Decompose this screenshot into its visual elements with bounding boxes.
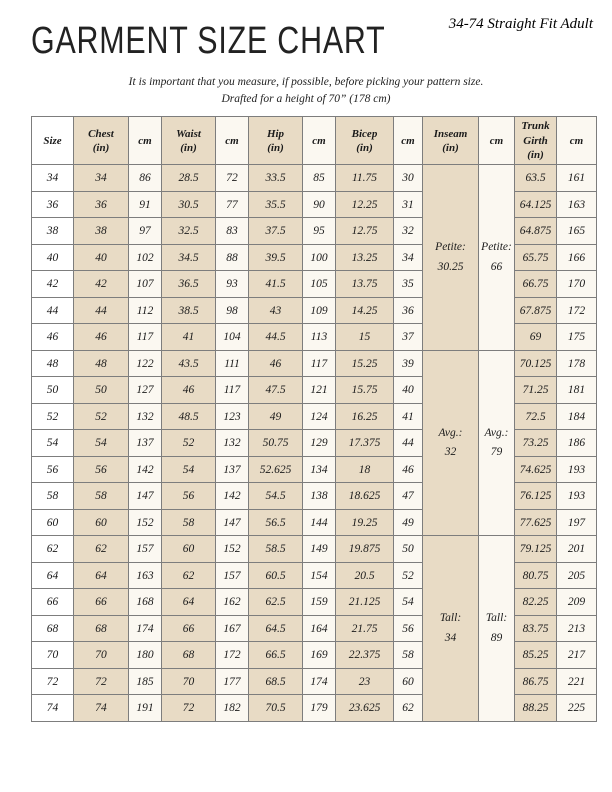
size-cell: 68	[32, 615, 74, 642]
measurement-cell: 70.5	[249, 695, 303, 722]
column-header-bicep: Bicep (in)	[336, 117, 394, 165]
measurement-cell: 60	[74, 509, 129, 536]
measurement-cell: 168	[129, 589, 162, 616]
measurement-cell: 62.5	[249, 589, 303, 616]
measurement-cell: 36.5	[162, 271, 216, 298]
measurement-cell: 137	[216, 456, 249, 483]
measurement-cell: 39.5	[249, 244, 303, 271]
measurement-cell: 31	[394, 191, 423, 218]
column-header-cm: cm	[129, 117, 162, 165]
measurement-cell: 132	[216, 430, 249, 457]
column-header-waist: Waist (in)	[162, 117, 216, 165]
measurement-cell: 54	[162, 456, 216, 483]
measurement-cell: 137	[129, 430, 162, 457]
measurement-cell: 28.5	[162, 165, 216, 192]
measurement-cell: 38.5	[162, 297, 216, 324]
measurement-cell: 49	[394, 509, 423, 536]
measurement-cell: 11.75	[336, 165, 394, 192]
table-body	[32, 165, 597, 722]
size-cell: 40	[32, 244, 74, 271]
measurement-cell: 134	[303, 456, 336, 483]
measurement-cell: 185	[129, 668, 162, 695]
subtitle-height-note: Drafted for a height of 70” (178 cm)	[221, 92, 391, 105]
measurement-cell: 201	[557, 536, 597, 563]
fit-range-label: 34-74 Straight Fit Adult	[448, 16, 593, 32]
measurement-cell: 46	[249, 350, 303, 377]
measurement-cell: 172	[557, 297, 597, 324]
measurement-cell: 217	[557, 642, 597, 669]
measurement-cell: 52.625	[249, 456, 303, 483]
measurement-cell: 71.25	[515, 377, 557, 404]
measurement-cell: 82.25	[515, 589, 557, 616]
inseam-group-in-cell: Avg.: 32	[423, 350, 479, 536]
column-header-chest: Chest (in)	[74, 117, 129, 165]
measurement-cell: 83.75	[515, 615, 557, 642]
measurement-cell: 132	[129, 403, 162, 430]
measurement-cell: 15.75	[336, 377, 394, 404]
measurement-cell: 88.25	[515, 695, 557, 722]
measurement-cell: 107	[129, 271, 162, 298]
measurement-cell: 181	[557, 377, 597, 404]
measurement-cell: 12.75	[336, 218, 394, 245]
measurement-cell: 62	[74, 536, 129, 563]
measurement-cell: 41.5	[249, 271, 303, 298]
measurement-cell: 205	[557, 562, 597, 589]
measurement-cell: 144	[303, 509, 336, 536]
measurement-cell: 109	[303, 297, 336, 324]
measurement-cell: 157	[129, 536, 162, 563]
measurement-cell: 56	[74, 456, 129, 483]
measurement-cell: 174	[303, 668, 336, 695]
measurement-cell: 41	[394, 403, 423, 430]
measurement-cell: 18	[336, 456, 394, 483]
measurement-cell: 177	[216, 668, 249, 695]
measurement-cell: 14.25	[336, 297, 394, 324]
measurement-cell: 44	[74, 297, 129, 324]
measurement-cell: 34	[74, 165, 129, 192]
measurement-cell: 70.125	[515, 350, 557, 377]
table-row-size-48	[32, 350, 597, 377]
measurement-cell: 105	[303, 271, 336, 298]
measurement-cell: 15	[336, 324, 394, 351]
measurement-cell: 60	[162, 536, 216, 563]
column-header-cm: cm	[394, 117, 423, 165]
measurement-cell: 47	[394, 483, 423, 510]
measurement-cell: 16.25	[336, 403, 394, 430]
measurement-cell: 58	[74, 483, 129, 510]
measurement-cell: 124	[303, 403, 336, 430]
measurement-cell: 34.5	[162, 244, 216, 271]
measurement-cell: 13.75	[336, 271, 394, 298]
measurement-cell: 157	[216, 562, 249, 589]
measurement-cell: 138	[303, 483, 336, 510]
measurement-cell: 193	[557, 483, 597, 510]
measurement-cell: 86.75	[515, 668, 557, 695]
measurement-cell: 104	[216, 324, 249, 351]
measurement-cell: 170	[557, 271, 597, 298]
measurement-cell: 58.5	[249, 536, 303, 563]
measurement-cell: 127	[129, 377, 162, 404]
column-header-trunk-girth: Trunk Girth (in)	[515, 117, 557, 165]
measurement-cell: 58	[394, 642, 423, 669]
measurement-cell: 66.75	[515, 271, 557, 298]
measurement-cell: 32	[394, 218, 423, 245]
measurement-cell: 191	[129, 695, 162, 722]
measurement-cell: 164	[303, 615, 336, 642]
measurement-cell: 97	[129, 218, 162, 245]
measurement-cell: 174	[129, 615, 162, 642]
measurement-cell: 93	[216, 271, 249, 298]
measurement-cell: 90	[303, 191, 336, 218]
size-cell: 38	[32, 218, 74, 245]
measurement-cell: 49	[249, 403, 303, 430]
measurement-cell: 122	[129, 350, 162, 377]
measurement-cell: 74.625	[515, 456, 557, 483]
measurement-cell: 44.5	[249, 324, 303, 351]
measurement-cell: 36	[74, 191, 129, 218]
measurement-cell: 70	[162, 668, 216, 695]
measurement-cell: 46	[394, 456, 423, 483]
measurement-cell: 179	[303, 695, 336, 722]
measurement-cell: 102	[129, 244, 162, 271]
measurement-cell: 64.5	[249, 615, 303, 642]
header-row	[32, 117, 597, 165]
inseam-group-cm-cell: Petite: 66	[479, 165, 515, 351]
measurement-cell: 43	[249, 297, 303, 324]
size-cell: 34	[32, 165, 74, 192]
header	[0, 0, 612, 72]
measurement-cell: 167	[216, 615, 249, 642]
measurement-cell: 112	[129, 297, 162, 324]
measurement-cell: 123	[216, 403, 249, 430]
inseam-group-in-cell: Tall: 34	[423, 536, 479, 722]
measurement-cell: 40	[394, 377, 423, 404]
size-cell: 42	[32, 271, 74, 298]
measurement-cell: 35.5	[249, 191, 303, 218]
measurement-cell: 149	[303, 536, 336, 563]
measurement-cell: 197	[557, 509, 597, 536]
measurement-cell: 100	[303, 244, 336, 271]
column-header-cm: cm	[303, 117, 336, 165]
measurement-cell: 64.875	[515, 218, 557, 245]
measurement-cell: 62	[394, 695, 423, 722]
measurement-cell: 66	[162, 615, 216, 642]
measurement-cell: 182	[216, 695, 249, 722]
column-header-inseam: Inseam (in)	[423, 117, 479, 165]
measurement-cell: 50	[394, 536, 423, 563]
size-cell: 56	[32, 456, 74, 483]
measurement-cell: 21.125	[336, 589, 394, 616]
measurement-cell: 72	[216, 165, 249, 192]
measurement-cell: 60.5	[249, 562, 303, 589]
measurement-cell: 43.5	[162, 350, 216, 377]
measurement-cell: 46	[162, 377, 216, 404]
measurement-cell: 163	[129, 562, 162, 589]
measurement-cell: 68.5	[249, 668, 303, 695]
measurement-cell: 165	[557, 218, 597, 245]
measurement-cell: 66	[74, 589, 129, 616]
measurement-cell: 142	[216, 483, 249, 510]
measurement-cell: 21.75	[336, 615, 394, 642]
table-row-size-62	[32, 536, 597, 563]
measurement-cell: 209	[557, 589, 597, 616]
measurement-cell: 38	[74, 218, 129, 245]
measurement-cell: 95	[303, 218, 336, 245]
measurement-cell: 67.875	[515, 297, 557, 324]
measurement-cell: 66.5	[249, 642, 303, 669]
measurement-cell: 83	[216, 218, 249, 245]
measurement-cell: 63.5	[515, 165, 557, 192]
measurement-cell: 23.625	[336, 695, 394, 722]
measurement-cell: 64.125	[515, 191, 557, 218]
measurement-cell: 154	[303, 562, 336, 589]
size-cell: 60	[32, 509, 74, 536]
size-cell: 36	[32, 191, 74, 218]
measurement-cell: 193	[557, 456, 597, 483]
measurement-cell: 42	[74, 271, 129, 298]
inseam-group-cm-cell: Tall: 89	[479, 536, 515, 722]
measurement-cell: 186	[557, 430, 597, 457]
page-title: GARMENT SIZE CHART	[31, 20, 386, 62]
size-cell: 50	[32, 377, 74, 404]
measurement-cell: 64	[162, 589, 216, 616]
measurement-cell: 117	[216, 377, 249, 404]
measurement-cell: 22.375	[336, 642, 394, 669]
size-cell: 66	[32, 589, 74, 616]
column-header-hip: Hip (in)	[249, 117, 303, 165]
measurement-cell: 98	[216, 297, 249, 324]
measurement-cell: 20.5	[336, 562, 394, 589]
measurement-cell: 162	[216, 589, 249, 616]
measurement-cell: 68	[74, 615, 129, 642]
measurement-cell: 33.5	[249, 165, 303, 192]
measurement-cell: 80.75	[515, 562, 557, 589]
measurement-cell: 37	[394, 324, 423, 351]
measurement-cell: 56	[162, 483, 216, 510]
measurement-cell: 72	[74, 668, 129, 695]
measurement-cell: 225	[557, 695, 597, 722]
measurement-cell: 161	[557, 165, 597, 192]
measurement-cell: 64	[74, 562, 129, 589]
measurement-cell: 12.25	[336, 191, 394, 218]
measurement-cell: 113	[303, 324, 336, 351]
table-head	[32, 117, 597, 165]
measurement-cell: 34	[394, 244, 423, 271]
measurement-cell: 70	[74, 642, 129, 669]
measurement-cell: 30.5	[162, 191, 216, 218]
measurement-cell: 147	[216, 509, 249, 536]
measurement-cell: 91	[129, 191, 162, 218]
measurement-cell: 85	[303, 165, 336, 192]
size-cell: 62	[32, 536, 74, 563]
measurement-cell: 56	[394, 615, 423, 642]
measurement-cell: 147	[129, 483, 162, 510]
measurement-cell: 18.625	[336, 483, 394, 510]
size-cell: 44	[32, 297, 74, 324]
measurement-cell: 56.5	[249, 509, 303, 536]
inseam-group-in-cell: Petite: 30.25	[423, 165, 479, 351]
measurement-cell: 54	[394, 589, 423, 616]
size-cell: 72	[32, 668, 74, 695]
size-cell: 48	[32, 350, 74, 377]
size-chart-table	[31, 116, 597, 722]
column-header-cm: cm	[479, 117, 515, 165]
measurement-cell: 32.5	[162, 218, 216, 245]
measurement-cell: 13.25	[336, 244, 394, 271]
measurement-cell: 62	[162, 562, 216, 589]
column-header-size: Size	[32, 117, 74, 165]
measurement-cell: 40	[74, 244, 129, 271]
measurement-cell: 48	[74, 350, 129, 377]
measurement-cell: 86	[129, 165, 162, 192]
measurement-cell: 88	[216, 244, 249, 271]
measurement-cell: 46	[74, 324, 129, 351]
size-cell: 52	[32, 403, 74, 430]
measurement-cell: 129	[303, 430, 336, 457]
measurement-cell: 121	[303, 377, 336, 404]
measurement-cell: 85.25	[515, 642, 557, 669]
measurement-cell: 159	[303, 589, 336, 616]
measurement-cell: 37.5	[249, 218, 303, 245]
measurement-cell: 163	[557, 191, 597, 218]
measurement-cell: 152	[216, 536, 249, 563]
measurement-cell: 44	[394, 430, 423, 457]
measurement-cell: 172	[216, 642, 249, 669]
measurement-cell: 111	[216, 350, 249, 377]
measurement-cell: 54	[74, 430, 129, 457]
measurement-cell: 50.75	[249, 430, 303, 457]
measurement-cell: 47.5	[249, 377, 303, 404]
inseam-group-cm-cell: Avg.: 79	[479, 350, 515, 536]
size-cell: 46	[32, 324, 74, 351]
measurement-cell: 52	[162, 430, 216, 457]
measurement-cell: 52	[394, 562, 423, 589]
measurement-cell: 184	[557, 403, 597, 430]
measurement-cell: 152	[129, 509, 162, 536]
size-cell: 74	[32, 695, 74, 722]
measurement-cell: 65.75	[515, 244, 557, 271]
measurement-cell: 58	[162, 509, 216, 536]
measurement-cell: 19.875	[336, 536, 394, 563]
measurement-cell: 68	[162, 642, 216, 669]
measurement-cell: 221	[557, 668, 597, 695]
measurement-cell: 169	[303, 642, 336, 669]
measurement-cell: 117	[129, 324, 162, 351]
measurement-cell: 19.25	[336, 509, 394, 536]
table-row-size-34	[32, 165, 597, 192]
measurement-cell: 15.25	[336, 350, 394, 377]
column-header-cm: cm	[557, 117, 597, 165]
measurement-cell: 142	[129, 456, 162, 483]
measurement-cell: 117	[303, 350, 336, 377]
measurement-cell: 69	[515, 324, 557, 351]
measurement-cell: 41	[162, 324, 216, 351]
measurement-cell: 17.375	[336, 430, 394, 457]
measurement-cell: 36	[394, 297, 423, 324]
measurement-cell: 72.5	[515, 403, 557, 430]
size-cell: 64	[32, 562, 74, 589]
measurement-cell: 72	[162, 695, 216, 722]
measurement-cell: 48.5	[162, 403, 216, 430]
size-cell: 70	[32, 642, 74, 669]
column-header-cm: cm	[216, 117, 249, 165]
measurement-cell: 60	[394, 668, 423, 695]
measurement-cell: 166	[557, 244, 597, 271]
measurement-cell: 30	[394, 165, 423, 192]
measurement-cell: 52	[74, 403, 129, 430]
measurement-cell: 54.5	[249, 483, 303, 510]
measurement-cell: 77.625	[515, 509, 557, 536]
measurement-cell: 35	[394, 271, 423, 298]
measurement-cell: 180	[129, 642, 162, 669]
measurement-cell: 76.125	[515, 483, 557, 510]
measurement-cell: 74	[74, 695, 129, 722]
measurement-cell: 50	[74, 377, 129, 404]
measurement-cell: 77	[216, 191, 249, 218]
measurement-cell: 39	[394, 350, 423, 377]
size-cell: 58	[32, 483, 74, 510]
measurement-cell: 23	[336, 668, 394, 695]
measurement-cell: 213	[557, 615, 597, 642]
measurement-cell: 175	[557, 324, 597, 351]
measurement-cell: 73.25	[515, 430, 557, 457]
size-cell: 54	[32, 430, 74, 457]
measurement-cell: 79.125	[515, 536, 557, 563]
subtitle-measure-note: It is important that you measure, if possible, before picking your pattern size.	[128, 76, 484, 88]
measurement-cell: 178	[557, 350, 597, 377]
